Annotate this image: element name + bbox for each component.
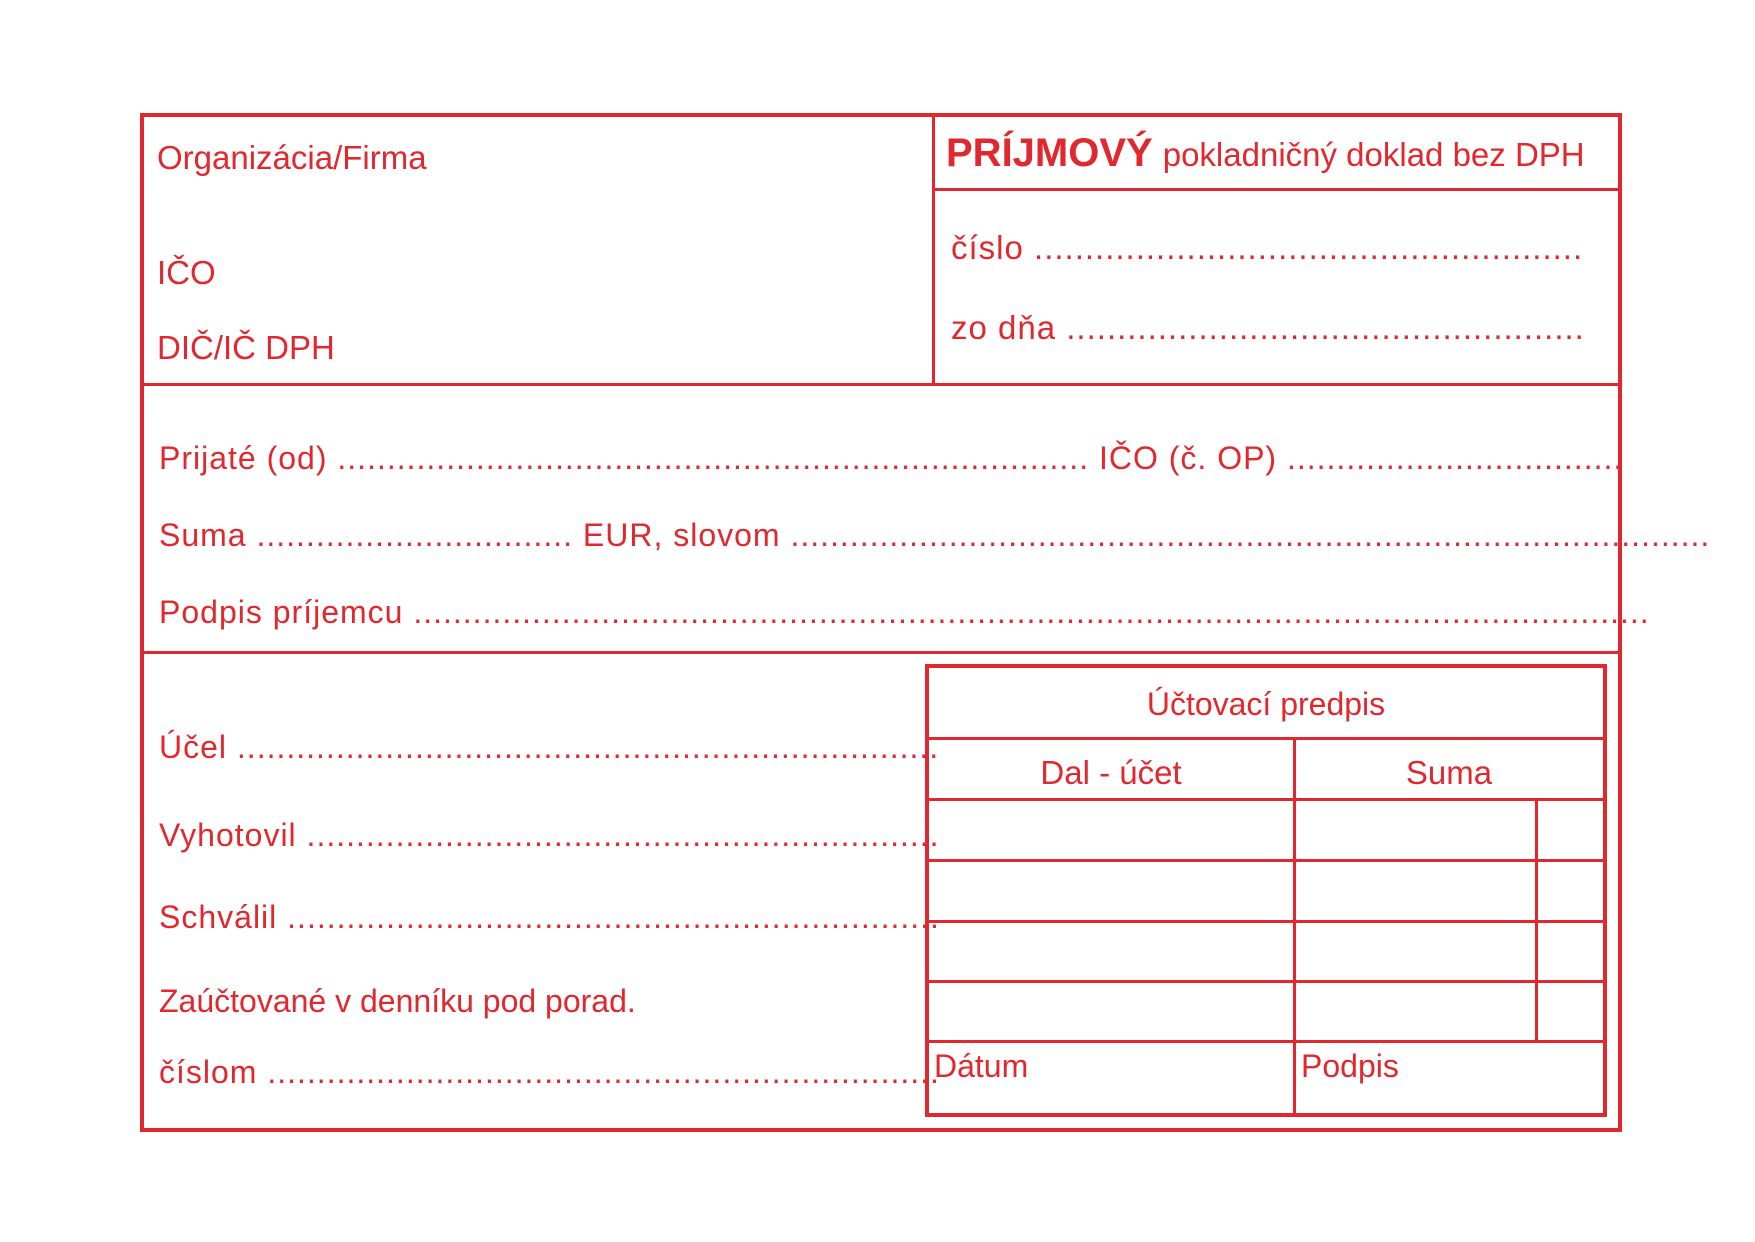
receipt-date-field[interactable]: zo dňa ................................................... — [951, 309, 1585, 346]
prepared-by-field[interactable]: Vyhotovil ................................................................ — [159, 817, 940, 853]
column-header-amount: Suma — [1405, 754, 1493, 791]
table-row-divider — [929, 1040, 1603, 1043]
receipt-number-field[interactable]: číslo ...................................................... — [951, 229, 1584, 266]
section-divider-1 — [144, 383, 1618, 386]
column-header-account: Dal - účet — [1040, 754, 1182, 791]
received-from-field[interactable]: Prijaté (od) ............................................................................ IČO (č. OP) .................................. — [159, 440, 1624, 476]
table-row-divider — [929, 920, 1603, 923]
section-divider-2 — [144, 651, 1618, 654]
posted-in-journal-label: Zaúčtované v denníku pod porad. — [159, 983, 636, 1019]
table-row-divider — [929, 980, 1603, 983]
journal-number-field[interactable]: číslom .................................................................... — [159, 1054, 940, 1090]
organization-label: Organizácia/Firma — [157, 139, 427, 176]
purpose-field[interactable]: Účel ....................................................................... — [159, 729, 940, 765]
column-divider-main — [1293, 737, 1296, 1117]
signature-label: Podpis — [1301, 1048, 1399, 1084]
table-title-divider — [929, 737, 1603, 740]
title-strong: PRÍJMOVÝ — [946, 131, 1153, 175]
title-underline — [934, 188, 1618, 191]
table-row-divider — [929, 859, 1603, 862]
header-divider — [932, 117, 935, 385]
approved-by-field[interactable]: Schválil .................................................................. — [159, 899, 940, 935]
cash-receipt-form — [140, 113, 1711, 1132]
accounting-table-title: Účtovací predpis — [1146, 686, 1386, 722]
document-title — [946, 131, 1585, 176]
recipient-signature-field[interactable]: Podpis príjemcu ............................................................................................................................. — [159, 594, 1650, 630]
amount-field[interactable]: Suma ................................ EUR, slovom ............................................................................................. — [159, 517, 1711, 553]
dic-label: DIČ/IČ DPH — [157, 329, 335, 366]
header-row-divider — [929, 798, 1603, 801]
title-rest: pokladničný doklad bez DPH — [1162, 136, 1585, 173]
ico-label: IČO — [157, 254, 216, 291]
date-label: Dátum — [934, 1048, 1029, 1084]
accounting-table — [925, 664, 1607, 1117]
